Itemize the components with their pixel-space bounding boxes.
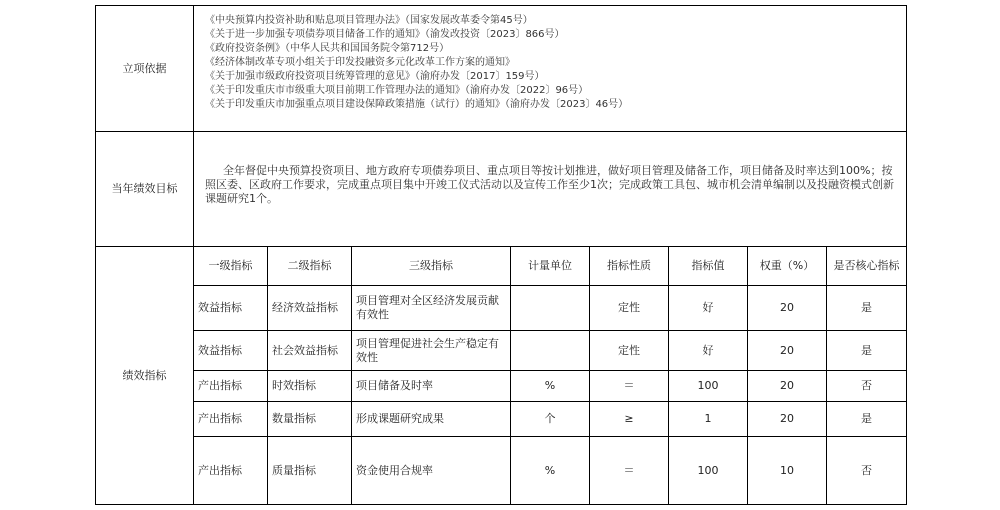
table-cell: ≥ bbox=[624, 412, 634, 425]
table-cell: 20 bbox=[780, 343, 794, 357]
header-cell: 计量单位 bbox=[528, 259, 572, 272]
basis-line: 《中央预算内投资补助和贴息项目管理办法》（国家发展改革委令第45号） bbox=[205, 15, 533, 26]
table-cell: 20 bbox=[780, 301, 794, 314]
table-cell: 1 bbox=[704, 412, 712, 425]
table-cell: 项目管理促进社会生产稳定有效性 bbox=[356, 336, 499, 364]
header-cell: 指标值 bbox=[691, 259, 725, 272]
table-cell: 是 bbox=[861, 301, 872, 314]
table-cell: 社会效益指标 bbox=[272, 343, 338, 357]
header-cell: 二级指标 bbox=[287, 259, 332, 272]
table-cell: 产出指标 bbox=[198, 463, 242, 477]
table-cell: 质量指标 bbox=[272, 463, 316, 477]
table-cell bbox=[511, 331, 589, 370]
table-cell: 否 bbox=[861, 379, 872, 392]
divider bbox=[95, 131, 907, 132]
goal-text: 全年督促中央预算投资项目、地方政府专项债券项目、重点项目等按计划推进，做好项目管理及储备工作，项目储备及时率达到100%；按照区委、区政府工作要求，完成重点项目集中开竣工仪式活动以及宣传工作至少1次；完成政策工具包、城市机会清单编制以及投融资模式创新课题研究1个。 bbox=[205, 164, 894, 205]
basis-line: 《关于印发重庆市市级重大项目前期工作管理办法的通知》（渝府办发〔2022〕96号） bbox=[205, 85, 589, 96]
basis-line: 《经济体制改革专项小组关于印发投融资多元化改革工作方案的通知》 bbox=[205, 57, 515, 68]
table-cell: 定性 bbox=[618, 343, 640, 357]
table-cell: 100 bbox=[697, 463, 719, 477]
header-cell: 一级指标 bbox=[208, 259, 253, 272]
goal-label: 当年绩效目标 bbox=[111, 182, 178, 195]
table-cell bbox=[511, 286, 589, 330]
table-cell: 20 bbox=[780, 412, 794, 425]
header-cell: 三级指标 bbox=[409, 259, 453, 272]
table-cell: 是 bbox=[861, 343, 872, 357]
table-cell: 个 bbox=[544, 412, 556, 425]
basis-line: 《关于印发重庆市加强重点项目建设保障政策措施（试行）的通知》（渝府办发〔2023〕46号） bbox=[205, 99, 629, 110]
table-cell: 产出指标 bbox=[198, 412, 242, 425]
table-cell: ＝ bbox=[623, 379, 635, 392]
table-cell: 项目管理对全区经济发展贡献有效性 bbox=[356, 294, 499, 321]
table-cell: 100 bbox=[697, 379, 719, 392]
table-cell: 数量指标 bbox=[272, 412, 316, 425]
table-cell: 项目储备及时率 bbox=[356, 379, 433, 392]
header-cell: 是否核心指标 bbox=[833, 259, 900, 272]
table-cell: 否 bbox=[861, 463, 872, 477]
table-cell: 10 bbox=[780, 463, 794, 477]
table-cell: % bbox=[544, 379, 556, 392]
table-cell: 时效指标 bbox=[272, 379, 316, 392]
basis-label: 立项依据 bbox=[122, 61, 167, 75]
header-cell: 权重（%） bbox=[759, 259, 815, 272]
table-cell: 好 bbox=[702, 301, 714, 314]
basis-line: 《关于进一步加强专项债券项目储备工作的通知》（渝发改投资〔2023〕866号） bbox=[205, 29, 565, 40]
table-cell: 资金使用合规率 bbox=[356, 463, 433, 477]
header-cell: 指标性质 bbox=[607, 259, 651, 272]
table-cell: 20 bbox=[780, 379, 794, 392]
table-cell: 形成课题研究成果 bbox=[356, 412, 444, 425]
basis-line: 《政府投资条例》（中华人民共和国国务院令第712号） bbox=[205, 43, 450, 54]
table-cell: 经济效益指标 bbox=[272, 301, 338, 314]
table-cell: 好 bbox=[702, 343, 714, 357]
indicator-label: 绩效指标 bbox=[122, 369, 167, 382]
table-cell: 效益指标 bbox=[198, 301, 242, 314]
basis-line: 《关于加强市级政府投资项目统筹管理的意见》（渝府办发〔2017〕159号） bbox=[205, 71, 545, 82]
table-cell: 是 bbox=[861, 412, 872, 425]
table-cell: 效益指标 bbox=[198, 343, 242, 357]
table-cell: 产出指标 bbox=[198, 379, 242, 392]
table-cell: 定性 bbox=[618, 301, 640, 314]
table-cell: % bbox=[544, 463, 556, 477]
table-cell: ＝ bbox=[623, 463, 635, 477]
